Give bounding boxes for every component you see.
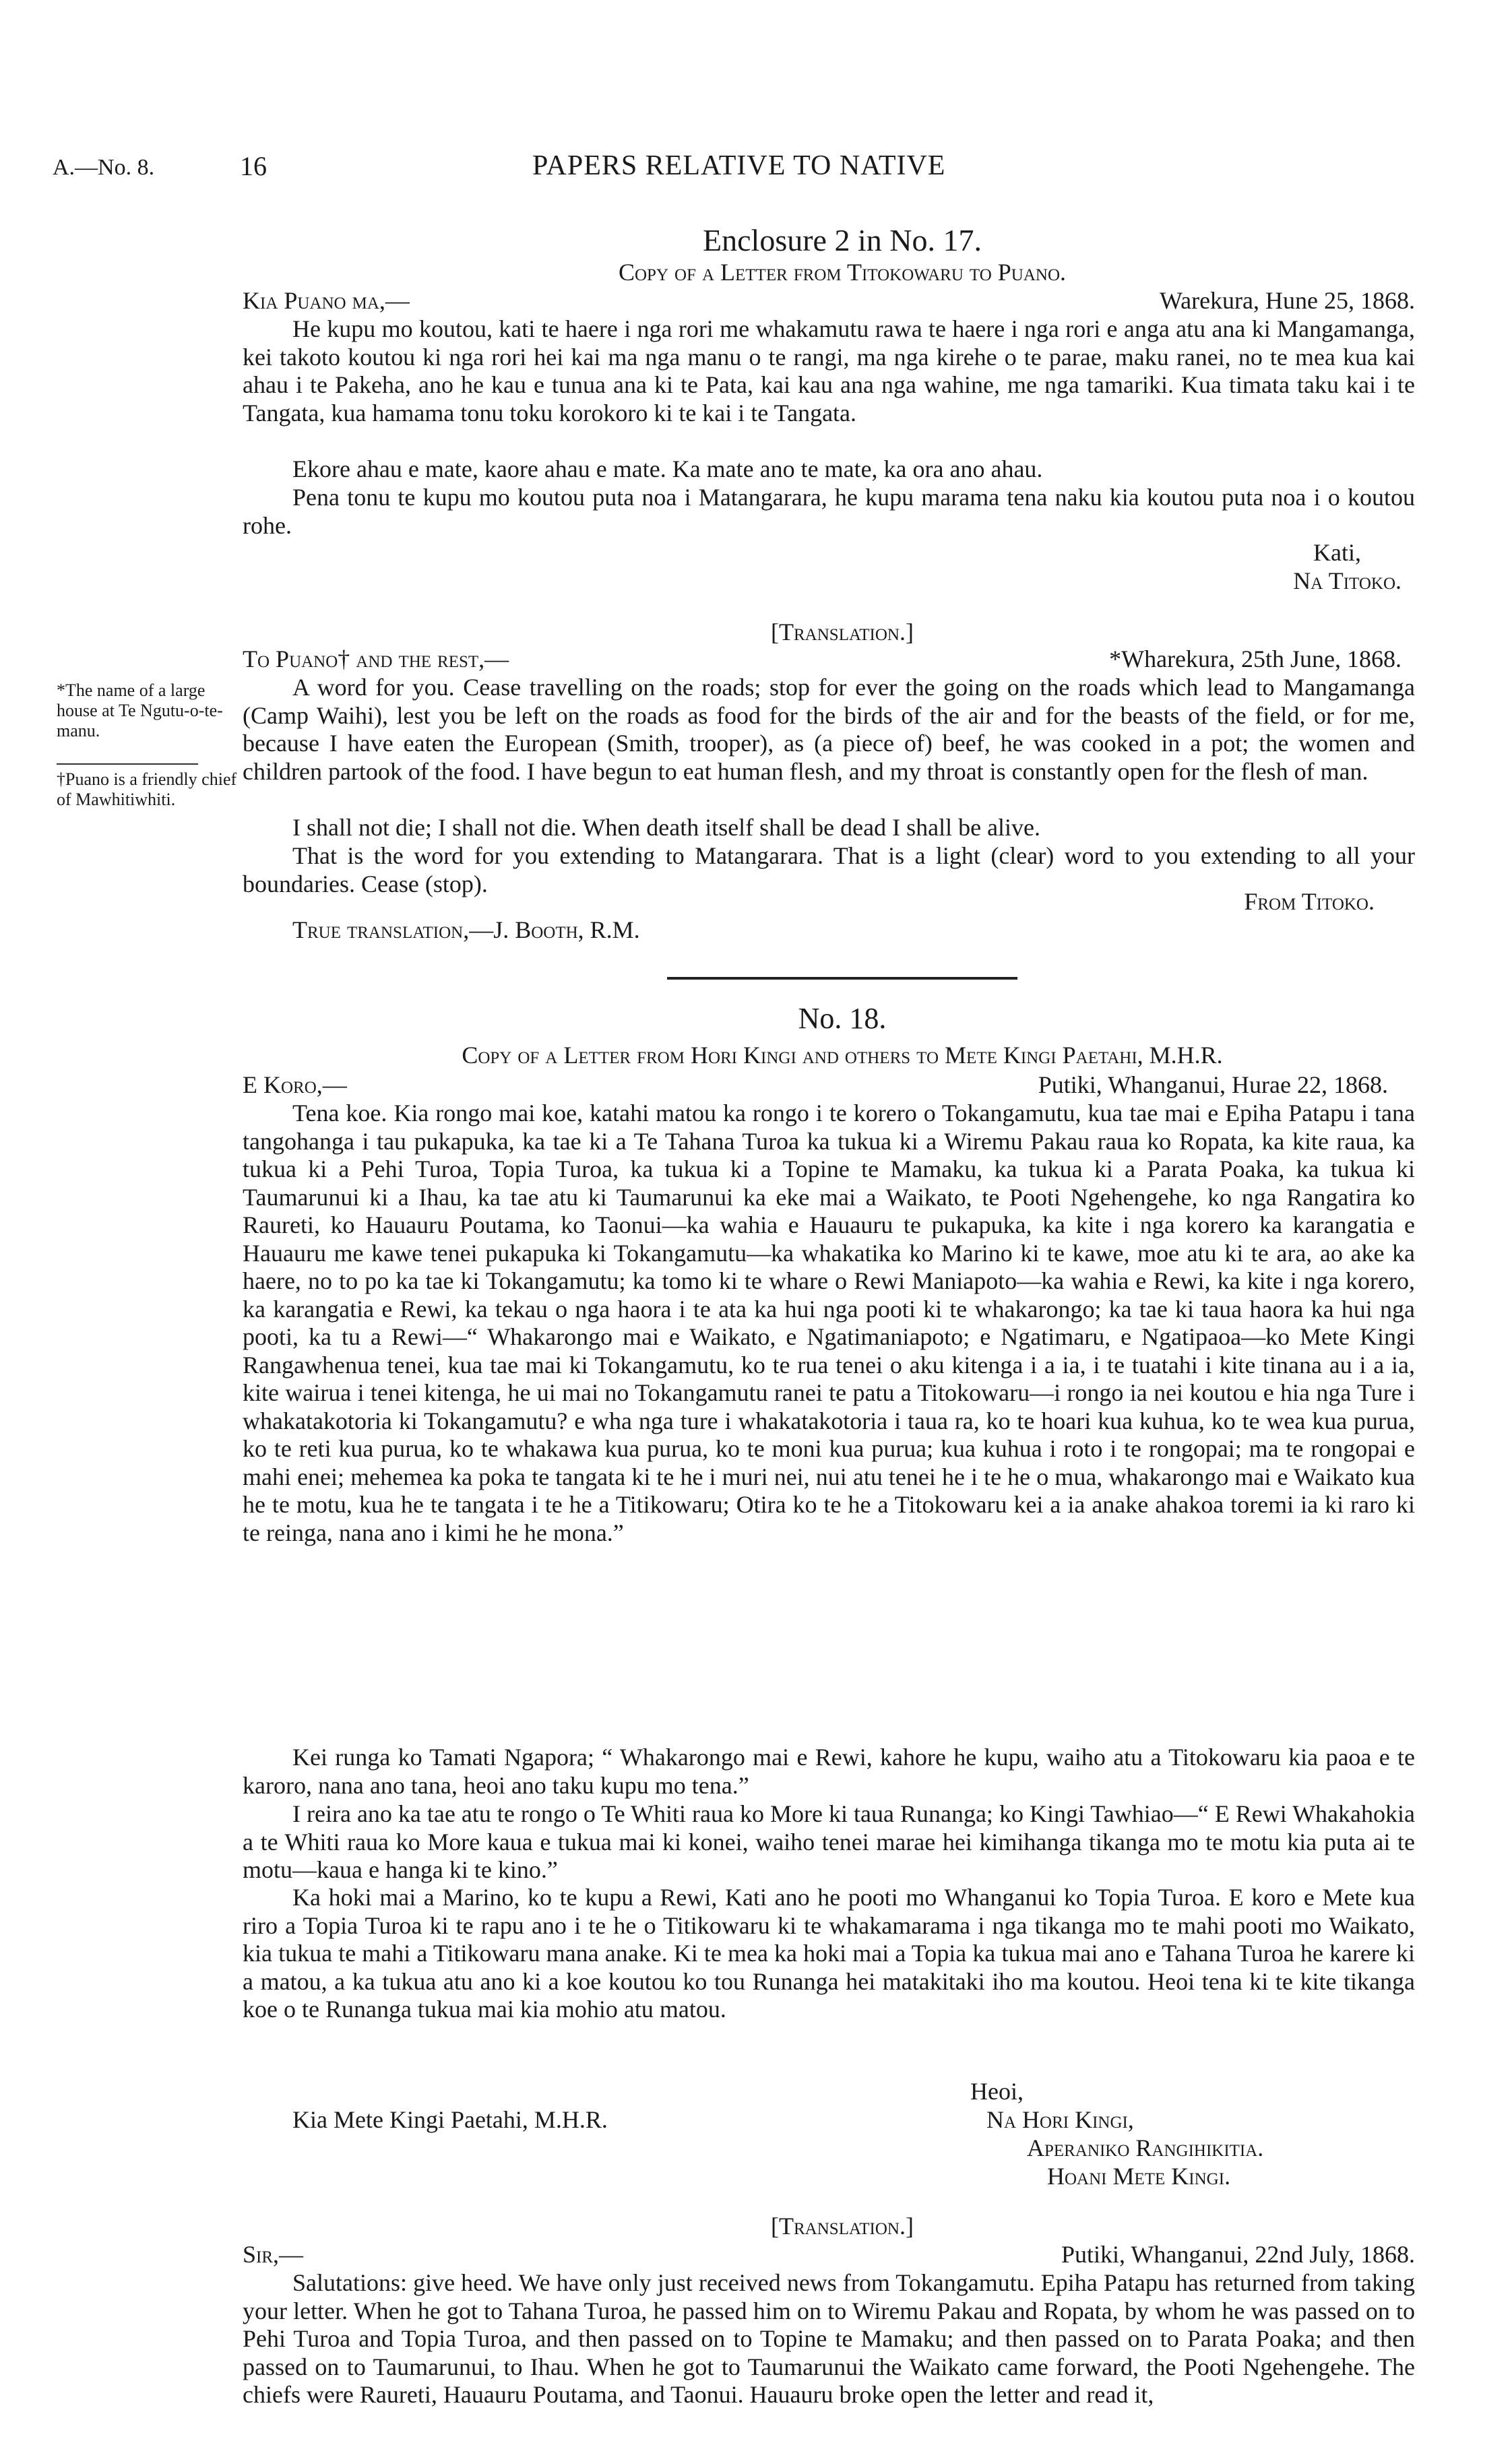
page-number: 16 [240,151,267,181]
enclosure-paragraph: He kupu mo koutou, kati te haere i nga rori me whakamutu rawa te haere i nga rori e anga atu ana ki Mangamanga, kei takoto koutou ki nga rori hei kai ma nga manu o te rangi, ma nga kirehe o te parae, maku ranei, no te mea kua kai ahau i te Pakeha, ano he kau e tunua ana ki te Pata, kai kau ana nga wahine, me nga tamariki. Kua timata taku kai i te Tangata, kua hamama tonu toku korokoro ki te kai i te Tangata. [243,315,1415,426]
letter-place-date: Putiki, Whanganui, Hurae 22, 1868. [1038,1071,1388,1098]
enclosure-heading: Enclosure 2 in No. 17. [703,223,982,257]
enclosure-paragraph: Ekore ahau e mate, kaore ahau e mate. Ka mate ano te mate, ka ora ano ahau. [292,455,1043,482]
translation-paragraph: Salutations: give heed. We have only just received news from Tokangamutu. Epiha Patapu has returned from taking your letter. When he got to Tahana Turoa, he passed him on to Wiremu Pakau and Ropata, by whom he was passed on to Pehi Turoa and Topia Turoa, and then passed on to Topine te Mamaku; and then passed on to Parata Poaka; and then passed on to Taumarunui, to Ihau. When he got to Taumarunui the Waikato came forward, the Pooti Ngehengehe. The chiefs were Raureti, Hauauru Poutama, and Taonui. Hauauru broke open the letter and read it, [243,2269,1415,2408]
translation-place-date: *Wharekura, 25th June, 1868. [1109,645,1401,672]
letter-signature: Na Hori Kingi, [986,2106,1134,2133]
margin-note-divider [57,763,198,765]
section-divider [667,977,1017,980]
letter-paragraph: Kei runga ko Tamati Ngapora; “ Whakarongo mai e Rewi, kahore he kupu, waiho atu a Titokowaru kia paoa e te karoro, nana ano tana, heoi ano taku kupu mo tena.” [243,1744,1415,1799]
margin-note-1: *The name of a large house at Te Ngutu-o-te-manu. [57,680,223,740]
translation-heading: [Translation.] [771,618,914,645]
translation-paragraph: A word for you. Cease travelling on the roads; stop for ever the going on the roads which lead to Mangamanga (Camp Waihi), lest you be left on the roads as food for the birds of the air and for the beasts of the field, or for me, because I have eaten the European (Smith, trooper), as (a piece of) beef, he was cooked in a pot; the women and children partook of the food. I have begun to eat human flesh, and my throat is constantly open for the flesh of man. [243,674,1415,785]
letter-number-heading: No. 18. [798,1002,887,1035]
translation-heading: [Translation.] [771,2213,914,2240]
margin-note-2: †Puano is a friendly chief of Mawhitiwhiti. [57,769,237,809]
enclosure-addressee: Kia Puano ma,— [243,287,410,314]
letter-addressed-to: Kia Mete Kingi Paetahi, M.H.R. [292,2106,608,2133]
translation-paragraph: That is the word for you extending to Matangarara. That is a light (clear) word to you extending to all your boundaries. Cease (stop). [243,842,1415,897]
enclosure-paragraph: Pena tonu te kupu mo koutou puta noa i Matangarara, he kupu marama tena naku kia koutou puta noa i o koutou rohe. [243,484,1415,539]
translation-addressee: To Puano† and the rest,— [243,645,509,672]
letter-subheading: Copy of a Letter from Hori Kingi and others to Mete Kingi Paetahi, M.H.R. [462,1042,1223,1069]
enclosure-signature: Na Titoko. [1293,567,1401,594]
letter-signature: Aperaniko Rangihikitia. [1027,2134,1264,2161]
letter-paragraph: I reira ano ka tae atu te rongo o Te Whiti raua ko More ki taua Runanga; ko Kingi Tawhiao—“ E Rewi Whakahokia a te Whiti raua ko More kaua e tukua mai ki konei, waiho tenei marae hei kimihanga tikanga mo te motu kia puta ai te motu—kaua e hanga ki te kino.” [243,1800,1415,1883]
true-translation: True translation,—J. Booth, R.M. [292,916,640,943]
translation-from: From Titoko. [1244,888,1375,915]
letter-paragraph: Ka hoki mai a Marino, ko te kupu a Rewi, Kati ano he pooti mo Whanganui ko Topia Turoa. E koro e Mete kua riro a Topia Turoa ki te rapu ano i te he o Titikowaru ki te whakamarama i nga tikanga mo te mahi pooti mo Waikato, kia tukua te mahi a Titikowaru mana anake. Ki te mea ka hoki mai a Topia ka tukua mai ano e Tahana Turoa he karere ki a matou, a ka tukua atu ano ki a koe koutou ko tou Runanga hei matakitaki iho ma koutou. Heoi tena ki te kite tikanga koe o te Runanga tukua mai kia mohio atu matou. [243,1884,1415,2023]
letter-addressee: E Koro,— [243,1071,347,1098]
translation-addressee: Sir,— [243,2241,304,2268]
letter-paragraph: Tena koe. Kia rongo mai koe, katahi matou ka rongo i te korero o Tokangamutu, kua tae mai e Epiha Patapu i tana tangohanga i tau pukapuka, ka tae ki a Te Tahana Turoa ka tukua ki a Wiremu Pakau raua ko Ropata, ka kite raua, ka tukua ki a Pehi Turoa, Topia Turoa, ka tukua ki a Topine te Mamaku, ka tukua ki a Parata Poaka, ka tukua ki Taumarunui ki a Ihau, ka tae atu ki Taumarunui ka eke mai a Waikato, te Pooti Ngehengehe, ko nga Rangatira ko Raureti, ko Hauauru Poutama, ko Taonui—ka wahia e Hauauru te pukapuka, ka kite i nga korero ka karangatia e Hauauru me kawe tenei pukapuka ki Tokangamutu—ka whakatika ko Marino ki te kawe, moe atu ki te ara, ao ake ka haere, no to po ka tae ki Tokangamutu; ka tomo ki te whare o Rewi Maniapoto—ka wahia e Rewi, ka kite i nga korero, ka karangatia e Rewi, ka tekau o nga haora i te ata ka hui nga pooti ki te whakarongo; ka tae ki taua haora ka hui nga pooti, ka tu a Rewi—“ Whakarongo mai e Waikato, e Ngatimaniapoto; e Ngatimaru, e Ngatipaoa—ko Mete Kingi Rangawhenua tenei, kua tae mai ki Tokangamutu, ko te rua tenei o aku kitenga i a ia, i te tuatahi i kite tinana au i a ia, kite wairua i tenei kitenga, he ui mai no Tokangamutu ranei te patu a Titokowaru—i rongo ia nei koutou e hia nga Ture i whakatakotoria ki Tokangamutu? e wha nga ture i whakatakotoria i taua ra, ko te hoari kua kuhua, ko te wea kua purua, ko te reti kua purua, ko te whakawa kua purua, ko te moni kua purua; kua kuhua i roto i te rongopai; ma te rongopai e mahi enei; mehemea ka poka te tangata ki te he i muri nei, nui atu tenei he i te he o mua, whakarongo mai e Waikato kua he te motu, kua he te tangata i te he a Titikowaru; Otira ko te he a Titokowaru kei a ia anake ahakoa toremi ia ki raro ki te reinga, nana ano i kimi he he mona.” [243,1100,1415,1546]
running-title: PAPERS RELATIVE TO NATIVE [532,150,946,181]
enclosure-closing: Kati, [1313,539,1361,566]
translation-place-date: Putiki, Whanganui, 22nd July, 1868. [1061,2241,1415,2268]
page-reference: A.—No. 8. [53,155,155,180]
translation-paragraph: I shall not die; I shall not die. When death itself shall be dead I shall be alive. [292,814,1041,841]
letter-signature: Hoani Mete Kingi. [1047,2163,1231,2190]
enclosure-place-date: Warekura, Hune 25, 1868. [1160,287,1415,314]
letter-closing: Heoi, [970,2078,1023,2105]
enclosure-subheading: Copy of a Letter from Titokowaru to Puano. [618,259,1066,286]
